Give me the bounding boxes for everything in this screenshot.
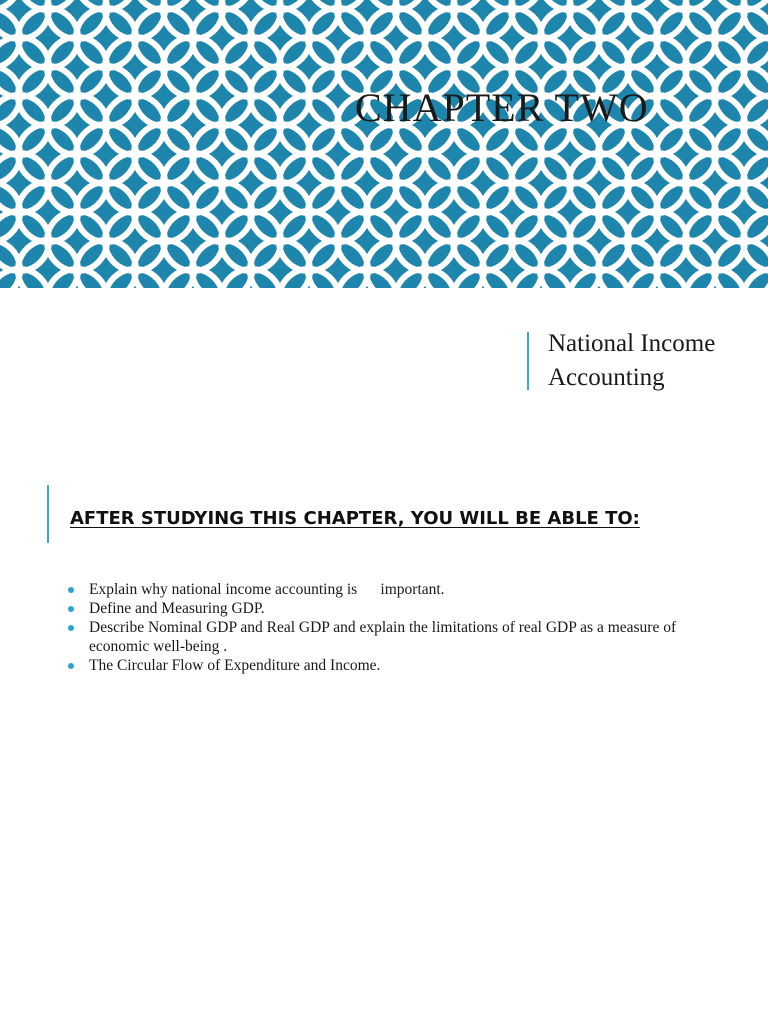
pattern-ring (743, 269, 768, 288)
list-item (66, 580, 706, 599)
chapter-title: CHAPTER TWO (355, 85, 649, 130)
bullet-icon (68, 625, 74, 631)
objective-text: Define and Measuring GDP. (89, 600, 265, 617)
objectives-heading: AFTER STUDYING THIS CHAPTER, YOU WILL BE ABLE TO: (70, 508, 640, 529)
list-item (66, 599, 706, 618)
objective-text: Explain why national income accounting is important. (89, 581, 445, 598)
subtitle-accent-bar (527, 332, 529, 390)
objectives-list (66, 580, 706, 675)
decorative-banner (0, 0, 768, 288)
bullet-icon (68, 587, 74, 593)
list-item (66, 618, 706, 656)
chapter-subtitle: National Income Accounting (548, 330, 716, 391)
bullet-icon (68, 606, 74, 612)
objective-text: Describe Nominal GDP and Real GDP and explain the limitations of real GDP as a measure of economic well-being . (89, 619, 677, 655)
bullet-icon (68, 663, 74, 669)
list-item (66, 656, 706, 675)
heading-accent-bar (47, 485, 49, 543)
objective-text: The Circular Flow of Expenditure and Income. (89, 657, 381, 674)
interlocking-circles-pattern (0, 0, 768, 288)
